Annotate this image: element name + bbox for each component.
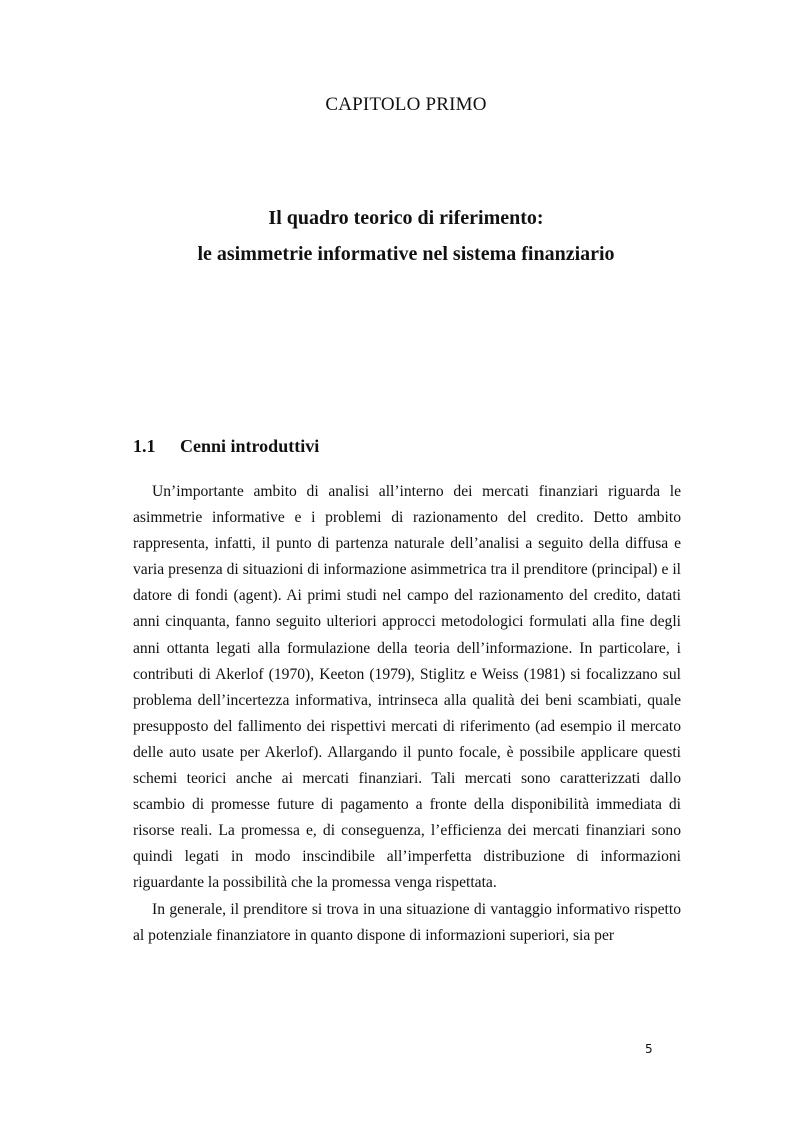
page-number: 5 [645, 1042, 653, 1056]
paragraph-2: In generale, il prenditore si trova in una situazione di vantaggio informativo rispetto al potenziale finanziatore in quanto dispone di informazioni superiori, sia per [133, 900, 681, 944]
chapter-title [0, 200, 794, 272]
section-title: Cenni introduttivi [180, 436, 320, 456]
chapter-label: CAPITOLO PRIMO [325, 94, 487, 115]
section-number: 1.1 [133, 436, 156, 456]
chapter-title-line-2: le asimmetrie informative nel sistema finanziario [197, 243, 615, 265]
body-text [133, 479, 681, 949]
paragraph-1: Un’importante ambito di analisi all’interno dei mercati finanziari riguarda le asimmetrie informative e i problemi di razionamento del credito. Detto ambito rappresenta, infatti, il punto di partenza naturale dell’analisi a seguito della diffusa e varia presenza di situazioni di informazione asimmetrica tra il prenditore (principal) e il datore di fondi (agent). Ai primi studi nel campo del razionamento del credito, datati anni cinquanta, fanno seguito ulteriori approcci metodologici formulati alla fine degli anni ottanta legati alla formulazione della teoria dell’informazione. In particolare, i contributi di Akerlof (1970), Keeton (1979), Stiglitz e Weiss (1981) si focalizzano sul problema dell’incertezza informativa, intrinseca alla qualità dei beni scambiati, quale presupposto del fallimento dei rispettivi mercati di riferimento (ad esempio il mercato delle auto usate per Akerlof). Allargando il punto focale, è possibile applicare questi schemi teorici anche ai mercati finanziari. Tali mercati sono caratterizzati dallo scambio di promesse future di pagamento a fronte della disponibilità immediata di risorse reali. La promessa e, di conseguenza, l’efficienza dei mercati finanziari sono quindi legati in modo inscindibile all’imperfetta distribuzione di informazioni riguardante la possibilità che la promessa venga rispettata. [133, 483, 681, 892]
section-heading [133, 436, 319, 457]
chapter-title-line-1: Il quadro teorico di riferimento: [268, 207, 544, 229]
